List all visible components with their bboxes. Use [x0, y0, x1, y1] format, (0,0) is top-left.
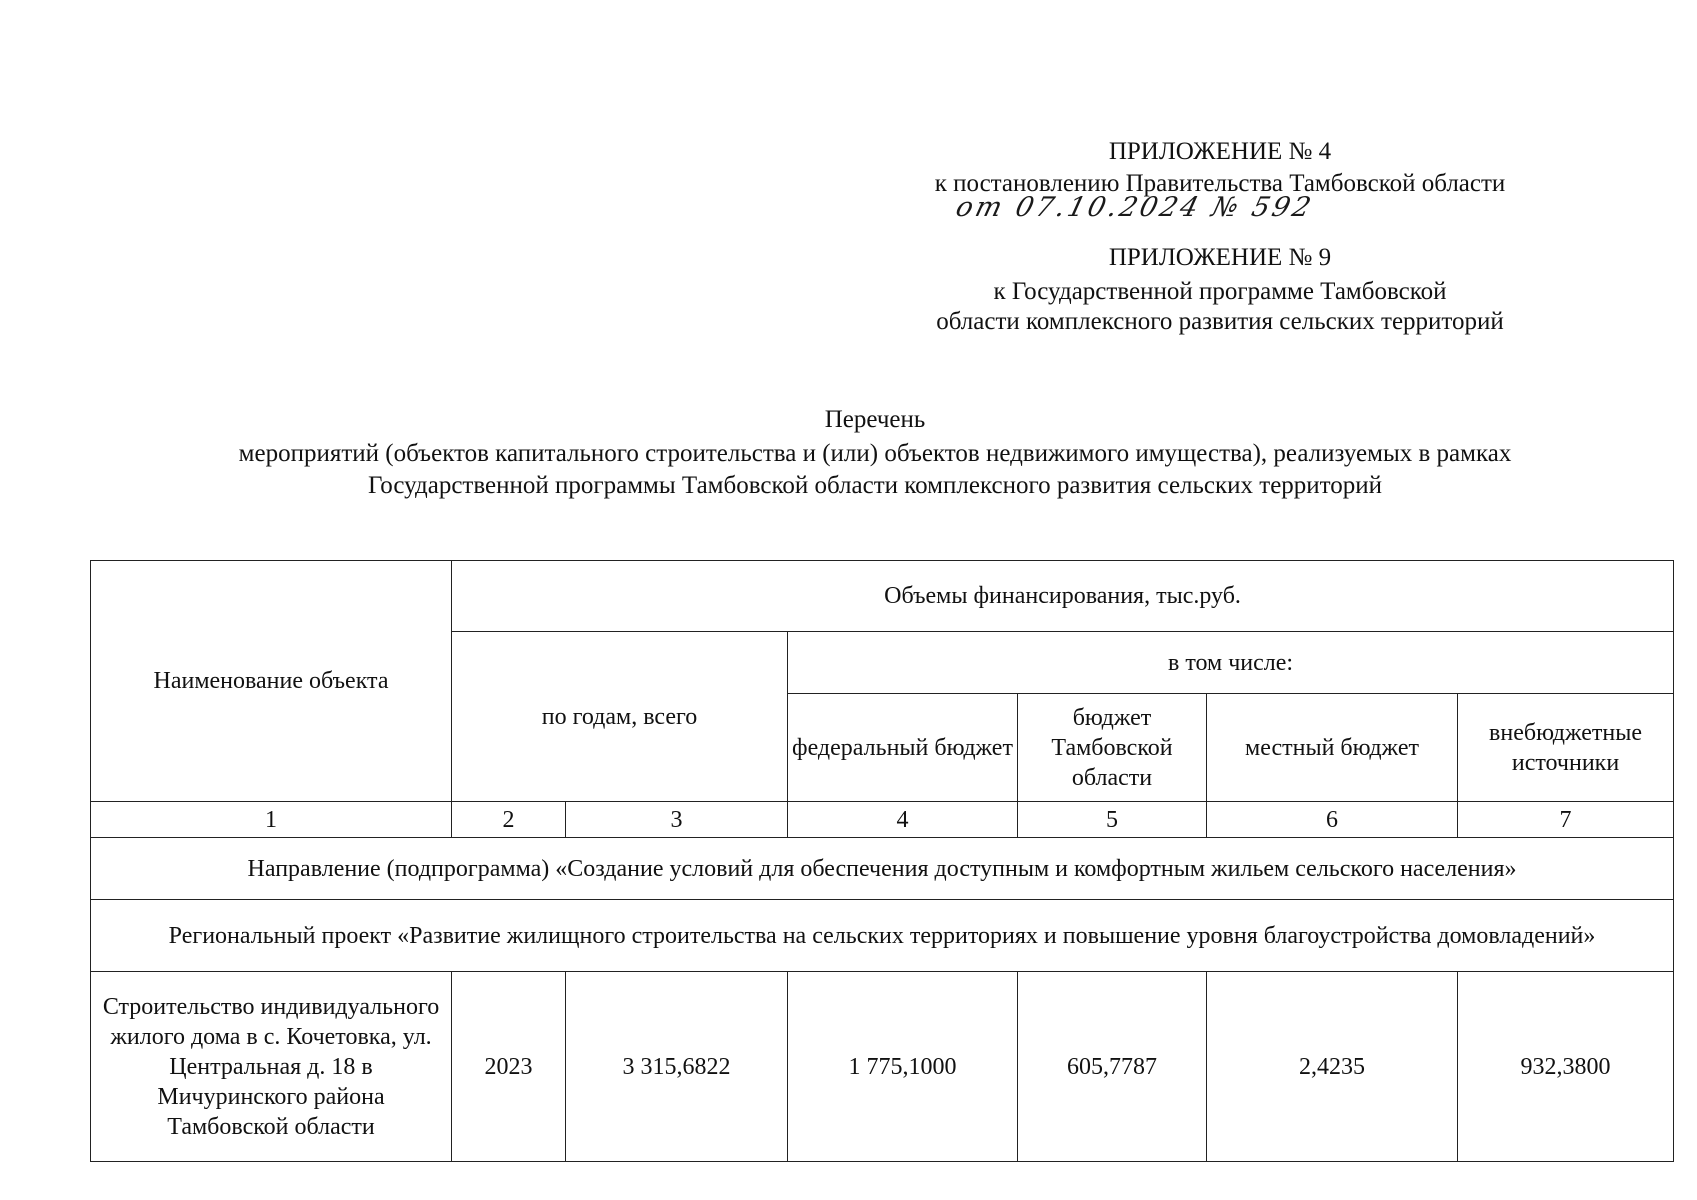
object-year: 2023 [452, 972, 566, 1162]
object-regional: 605,7787 [1018, 972, 1207, 1162]
header-federal: федеральный бюджет [788, 694, 1018, 802]
list-heading-line3: Государственной программы Тамбовской области комплексного развития сельских территорий [367, 472, 1383, 499]
appendix-9-line1: к Государственной программе Тамбовской [993, 278, 1447, 305]
direction-title: Направление (подпрограмма) «Создание условий для обеспечения доступным и комфортным жильем сельского населения» [91, 838, 1674, 900]
header-local: местный бюджет [1207, 694, 1458, 802]
list-heading: Перечень [824, 406, 926, 433]
header-row-1 [91, 561, 1674, 632]
column-number: 6 [1207, 802, 1458, 838]
column-number: 5 [1018, 802, 1207, 838]
appendix-9-line2: области комплексного развития сельских территорий [936, 308, 1504, 335]
header-regional: бюджет Тамбовской области [1018, 694, 1207, 802]
header-extra: внебюджетные источники [1458, 694, 1674, 802]
appendix-4-title: ПРИЛОЖЕНИЕ № 4 [1108, 138, 1332, 165]
financing-table [90, 560, 1674, 1162]
appendix-4-subtitle: к постановлению Правительства Тамбовской области [934, 170, 1506, 197]
column-number: 7 [1458, 802, 1674, 838]
direction-row [91, 838, 1674, 900]
handwritten-date-number [950, 192, 1421, 236]
object-federal: 1 775,1000 [788, 972, 1018, 1162]
handwritten-text: от 07.10.2024 № 592 [952, 192, 1317, 223]
object-total: 3 315,6822 [566, 972, 788, 1162]
project-title: Региональный проект «Развитие жилищного строительства на сельских территориях и повышение уровня благоустройства домовладений» [91, 900, 1674, 972]
appendix-9-title: ПРИЛОЖЕНИЕ № 9 [1108, 244, 1332, 271]
header-name: Наименование объекта [91, 561, 452, 802]
header-including: в том числе: [788, 632, 1674, 694]
column-number: 4 [788, 802, 1018, 838]
object-name: Строительство индивидуального жилого дома в с. Кочетовка, ул. Центральная д. 18 в Мичуринского района Тамбовской области [91, 972, 452, 1162]
column-number-row [91, 802, 1674, 838]
column-number: 1 [91, 802, 452, 838]
list-heading-line2: мероприятий (объектов капитального строительства и (или) объектов недвижимого имущества), реализуемых в рамках [238, 440, 1512, 467]
header-by-years: по годам, всего [452, 632, 788, 802]
project-row [91, 900, 1674, 972]
object-local: 2,4235 [1207, 972, 1458, 1162]
table-row [91, 972, 1674, 1162]
column-number: 3 [566, 802, 788, 838]
header-financing: Объемы финансирования, тыс.руб. [452, 561, 1674, 632]
object-extra: 932,3800 [1458, 972, 1674, 1162]
column-number: 2 [452, 802, 566, 838]
